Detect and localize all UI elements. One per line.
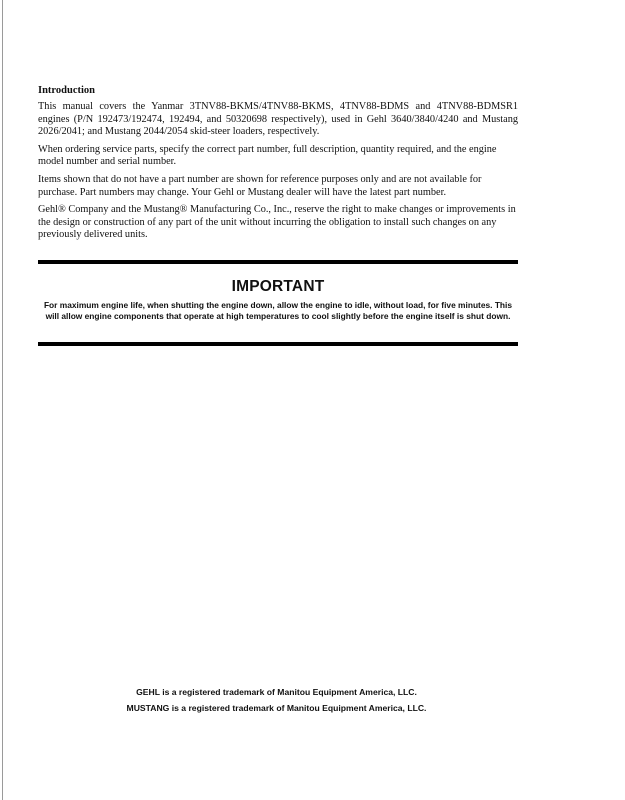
introduction-paragraph-rights: Gehl® Company and the Mustang® Manufacturing Co., Inc., reserve the right to make changes or improvements in the design or construction of any part of the unit without incurring the obligation to install such changes on any previously delivered units.: [38, 204, 516, 241]
introduction-paragraph-reference-items: Items shown that do not have a part number are shown for reference purposes only and are not available for purchase. Part numbers may change. Your Gehl or Mustang dealer will have the latest part number.: [38, 173, 482, 198]
trademark-notices: [0, 685, 553, 716]
trademark-gehl: GEHL is a registered trademark of Manitou Equipment America, LLC.: [136, 687, 417, 697]
introduction-section: [38, 84, 518, 247]
important-text: For maximum engine life, when shutting the engine down, allow the engine to idle, without load, for five minutes. This will allow engine components that operate at high temperatures to cool slightly before the engine itself is shut down.: [43, 300, 513, 321]
introduction-paragraph-ordering: When ordering service parts, specify the correct part number, full description, quantity required, and the engine model number and serial number.: [38, 143, 497, 168]
introduction-heading: Introduction: [38, 85, 95, 96]
important-notice-box: [38, 260, 518, 346]
important-title: IMPORTANT: [231, 278, 325, 295]
trademark-mustang: MUSTANG is a registered trademark of Manitou Equipment America, LLC.: [126, 702, 427, 713]
page-left-edge: [2, 0, 3, 800]
introduction-paragraph-coverage: This manual covers the Yanmar 3TNV88-BKMS/4TNV88-BKMS, 4TNV88-BDMS and 4TNV88-BDMSR1 engines (P/N 192473/192474, 192494, and 50320698 respectively), used in Gehl 3640/3840/4240 and Mustang 2026/2041; and Mustang 2044/2054 skid-steer loaders, respectively.: [38, 101, 518, 138]
